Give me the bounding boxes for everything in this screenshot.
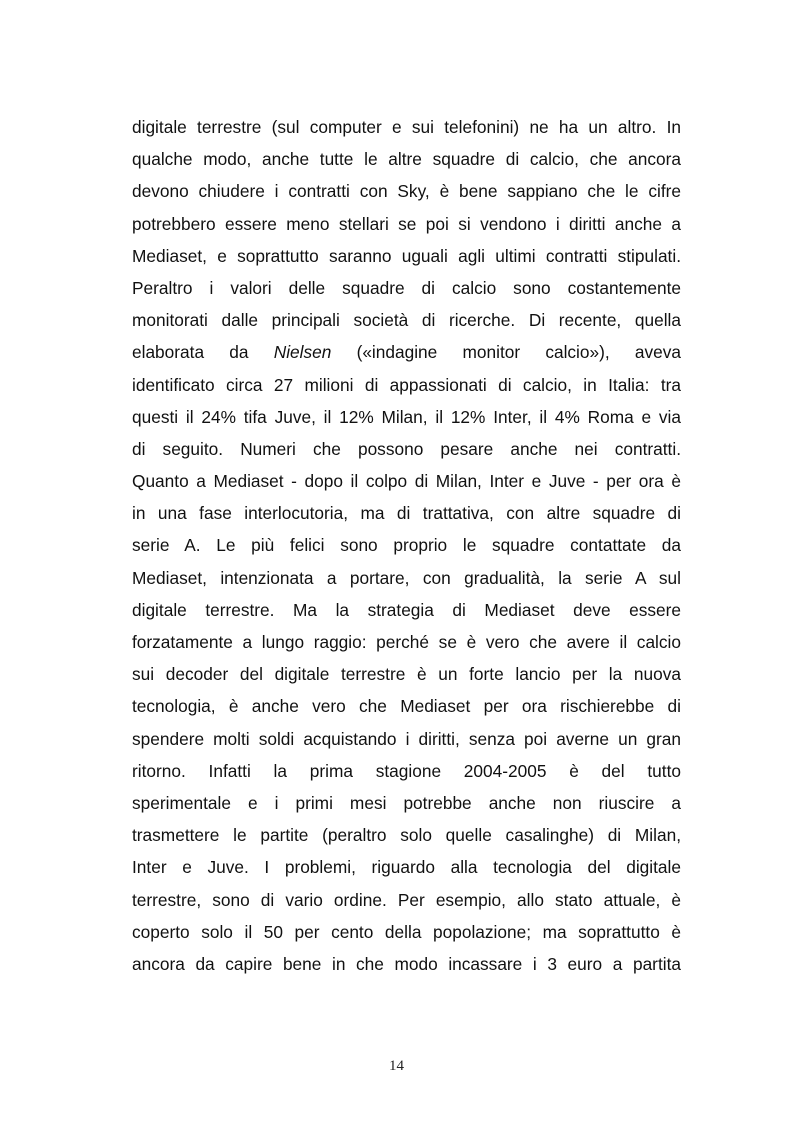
text-line: spendere molti soldi acquistando i diritti, senza poi averne un gran — [132, 728, 681, 749]
text-line: devono chiudere i contratti con Sky, è bene sappiano che le cifre — [132, 181, 681, 202]
text-line: in una fase interlocutoria, ma di trattativa, con altre squadre di — [132, 503, 681, 524]
text-line: identificato circa 27 milioni di appassionati di calcio, in Italia: tra — [132, 374, 681, 395]
text-line: tecnologia, è anche vero che Mediaset per ora rischierebbe di — [132, 696, 681, 717]
text-line: digitale terrestre. Ma la strategia di Mediaset deve essere — [132, 599, 681, 620]
text-line: sperimentale e i primi mesi potrebbe anche non riuscire a — [132, 792, 681, 813]
text-line: ritorno. Infatti la prima stagione 2004-2005 è del tutto — [132, 760, 681, 781]
text-line: di seguito. Numeri che possono pesare anche nei contratti. — [132, 438, 681, 459]
text-line: forzatamente a lungo raggio: perché se è vero che avere il calcio — [132, 632, 681, 652]
text-line-part: elaborata da — [132, 342, 274, 363]
text-line: monitorati dalle principali società di ricerche. Di recente, quella — [132, 310, 681, 331]
text-line: Mediaset, e soprattutto saranno uguali agli ultimi contratti stipulati. — [132, 245, 681, 266]
text-line: ancora da capire bene in che modo incassare i 3 euro a partita — [132, 953, 681, 974]
text-line: coperto solo il 50 per cento della popolazione; ma soprattutto è — [132, 921, 681, 942]
text-line: terrestre, sono di vario ordine. Per esempio, allo stato attuale, è — [132, 889, 681, 910]
text-line: serie A. Le più felici sono proprio le squadre contattate da — [132, 535, 681, 556]
text-line: Quanto a Mediaset - dopo il colpo di Milan, Inter e Juve - per ora è — [132, 471, 681, 492]
text-line: Mediaset, intenzionata a portare, con gradualità, la serie A sul — [132, 567, 681, 588]
text-line: qualche modo, anche tutte le altre squadre di calcio, che ancora — [132, 149, 681, 170]
emphasis-nielsen: Nielsen — [273, 342, 332, 363]
text-line: sui decoder del digitale terrestre è un forte lancio per la nuova — [132, 664, 681, 685]
text-line-part: («indagine monitor calcio»), aveva — [331, 342, 681, 363]
text-line: trasmettere le partite (peraltro solo quelle casalinghe) di Milan, — [132, 825, 681, 846]
text-line: potrebbero essere meno stellari se poi si vendono i diritti anche a — [132, 213, 681, 234]
text-line — [132, 336, 681, 368]
text-line: Peraltro i valori delle squadre di calcio sono costantemente — [132, 277, 681, 298]
page-number: 14 — [389, 1058, 404, 1074]
text-line: Inter e Juve. I problemi, riguardo alla tecnologia del digitale — [132, 857, 681, 878]
body-text — [132, 111, 681, 980]
text-line: questi il 24% tifa Juve, il 12% Milan, il 12% Inter, il 4% Roma e via — [132, 406, 681, 427]
text-line: digitale terrestre (sul computer e sui telefonini) ne ha un altro. In — [132, 117, 681, 137]
